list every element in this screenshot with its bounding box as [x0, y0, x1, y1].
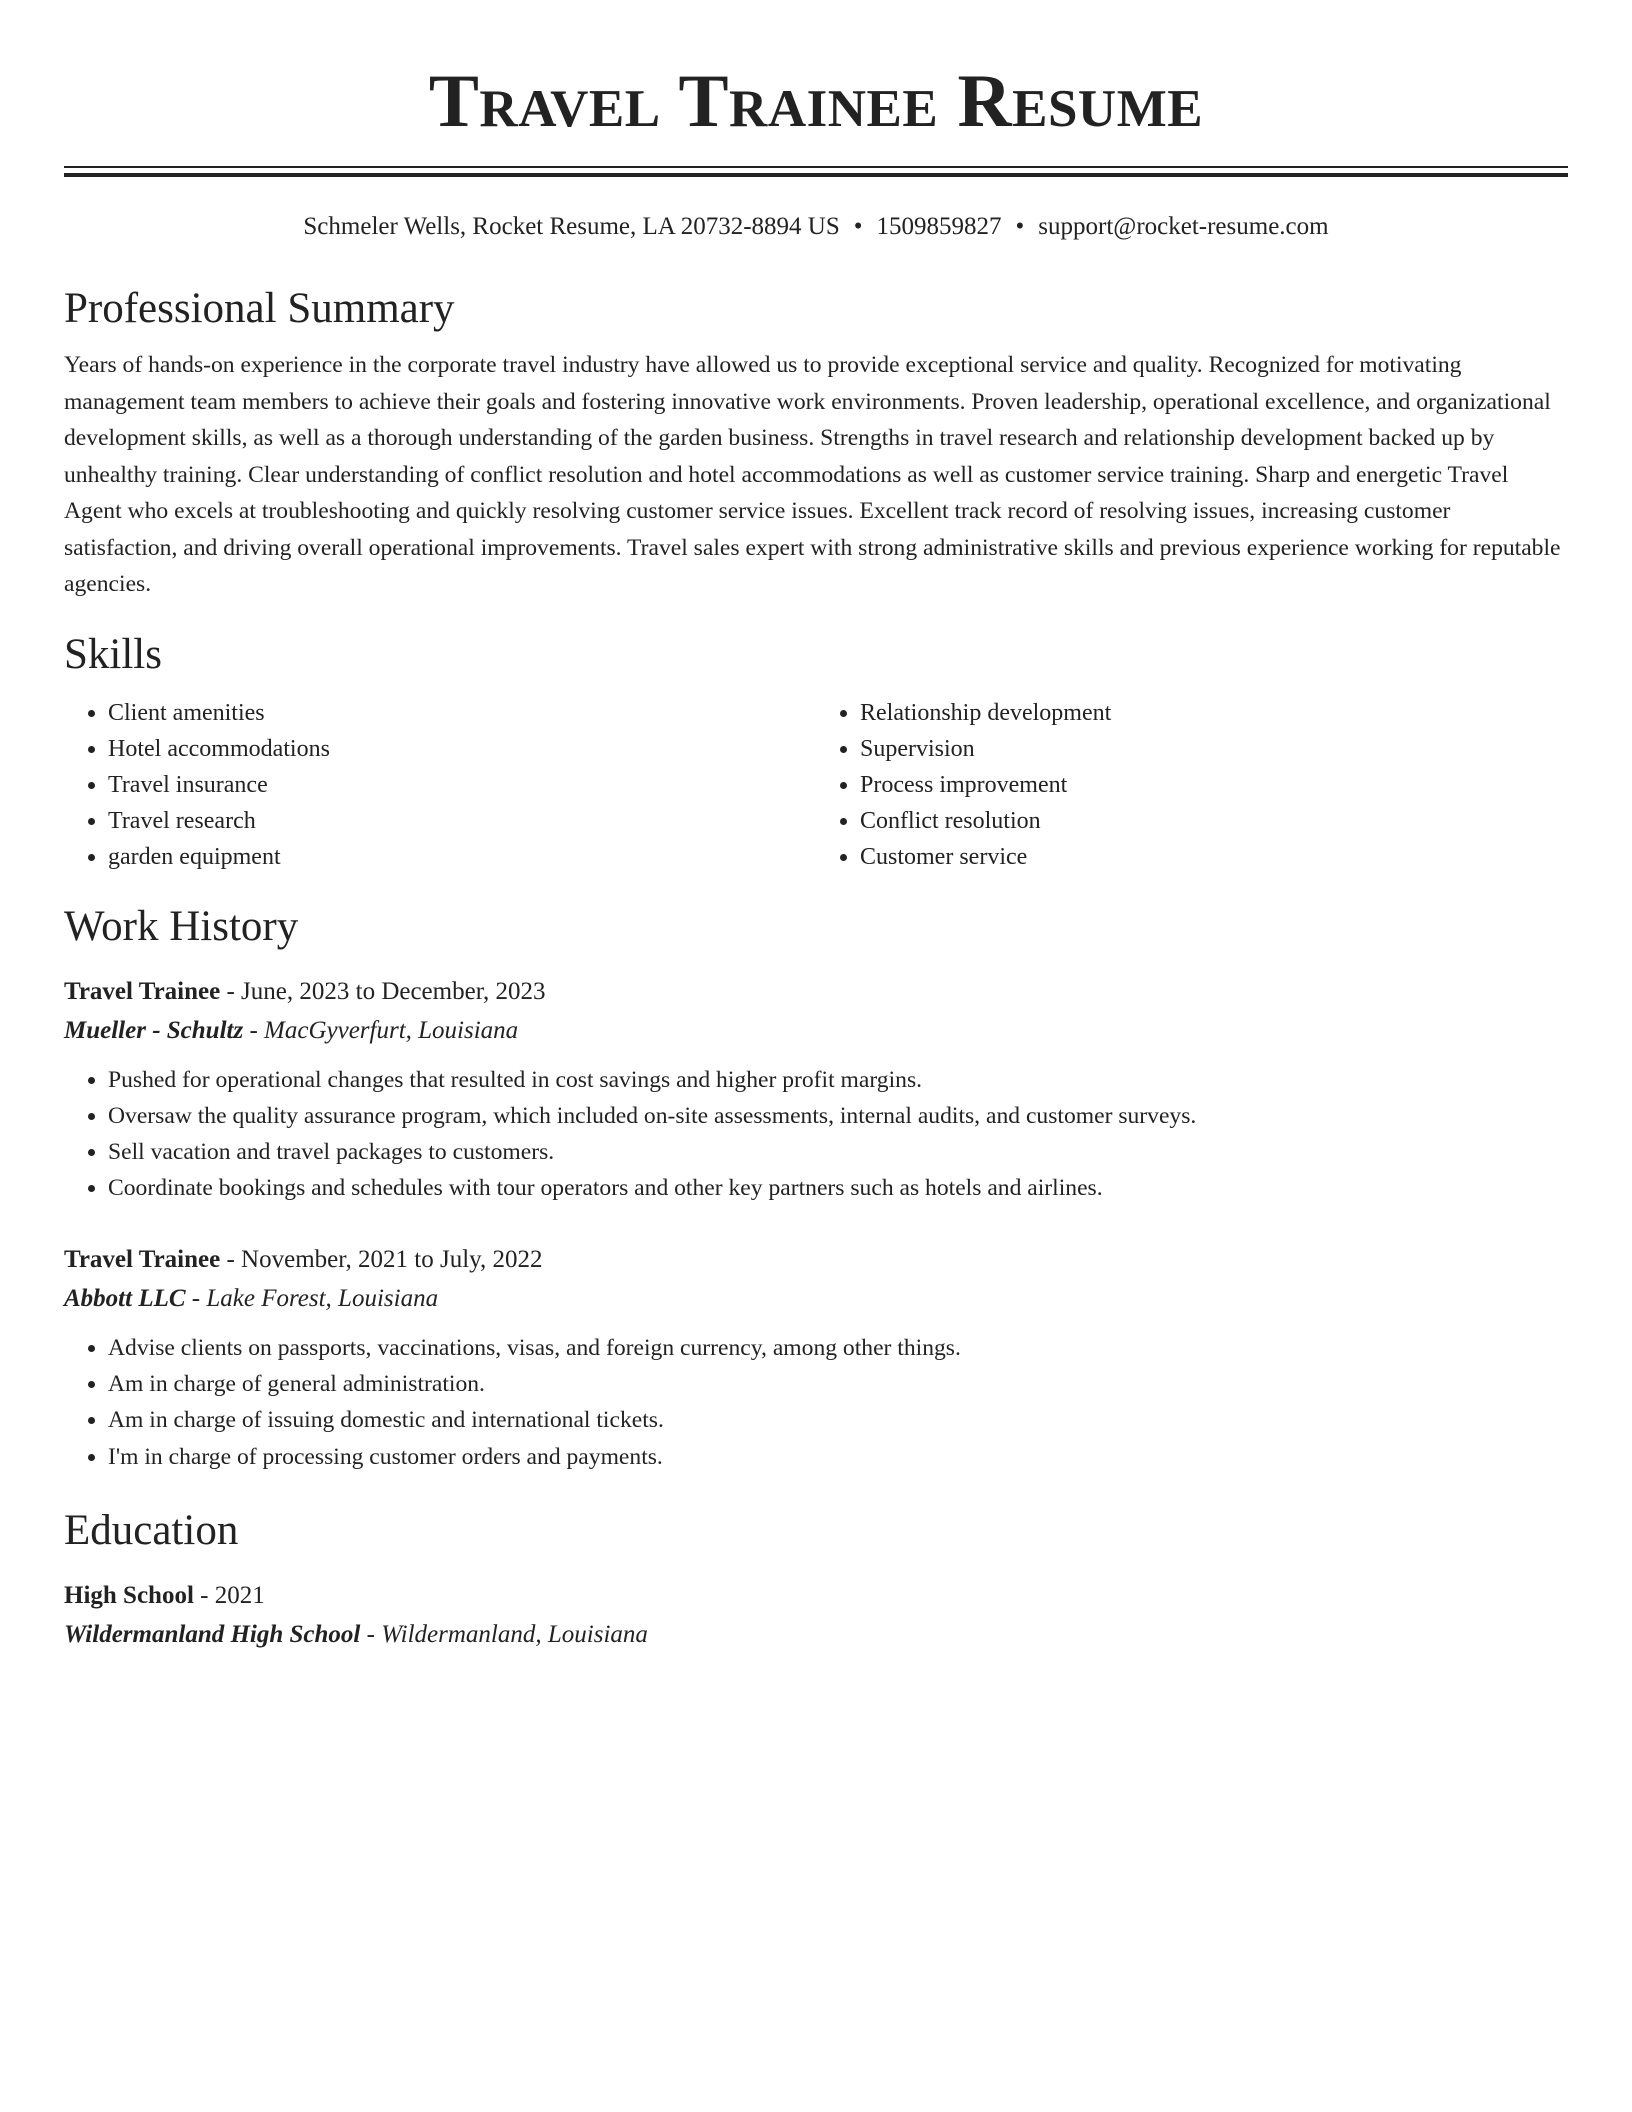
- skills-section: [64, 629, 1568, 875]
- skills-grid: [64, 695, 1568, 875]
- job-duty: • Am in charge of issuing domestic and international tickets.: [108, 1402, 1568, 1438]
- job-entry: [64, 1243, 1568, 1475]
- school-name: Wildermanland High School: [64, 1620, 361, 1648]
- employer-line: [64, 1282, 1568, 1316]
- job-duty: • Am in charge of general administration.: [108, 1366, 1568, 1402]
- job-duties: [64, 1062, 1568, 1207]
- summary-text: Years of hands-on experience in the corporate travel industry have allowed us to provide exceptional service and quality. Recognized for motivating management team members to achieve their goals and fostering innovative work environments. Proven leadership, operational excellence, and organizational development skills, as well as a thorough understanding of the garden business. Strengths in travel research and relationship development backed up by unhealthy training. Clear understanding of conflict resolution and hotel accommodations as well as customer service training. Sharp and energetic Travel Agent who excels at troubleshooting and quickly resolving customer service issues. Excellent track record of resolving issues, increasing customer satisfaction, and driving overall operational improvements. Travel sales expert with strong administrative skills and previous experience working for reputable agencies.: [64, 352, 1561, 597]
- employer-name: Abbott LLC: [64, 1284, 186, 1312]
- contact-email: support@rocket-resume.com: [1038, 213, 1329, 240]
- skill-item: • Travel insurance: [108, 767, 816, 803]
- contact-address: Schmeler Wells, Rocket Resume, LA 20732-8894 US: [303, 213, 840, 240]
- work-history-heading: Work History: [64, 902, 299, 950]
- job-dates: - June, 2023 to December, 2023: [220, 977, 546, 1005]
- degree-line: [64, 1579, 1568, 1613]
- job-title-line: [64, 975, 1568, 1009]
- job-title: Travel Trainee: [64, 1245, 221, 1273]
- skills-column-right: [816, 695, 1568, 875]
- contact-line: [64, 211, 1568, 243]
- work-history-section: [64, 901, 1568, 1475]
- job-entry: [64, 975, 1568, 1207]
- summary-heading: Professional Summary: [64, 285, 455, 332]
- summary-section: [64, 283, 1568, 603]
- skills-column-left: [64, 695, 816, 875]
- job-duty: • Pushed for operational changes that resulted in cost savings and higher profit margins.: [108, 1062, 1568, 1098]
- skill-item: • Hotel accommodations: [108, 731, 816, 767]
- skill-item: • Customer service: [860, 839, 1568, 875]
- employer-name: Mueller - Schultz: [64, 1016, 244, 1044]
- skill-item: • garden equipment: [108, 839, 816, 875]
- job-duty: • Coordinate bookings and schedules with tour operators and other key partners such as hotels and airlines.: [108, 1170, 1568, 1206]
- school-location: - Wildermanland, Louisiana: [360, 1620, 648, 1648]
- job-duty: • I'm in charge of processing customer orders and payments.: [108, 1439, 1568, 1475]
- title-divider: [64, 166, 1568, 177]
- employer-location: - MacGyverfurt, Louisiana: [243, 1016, 519, 1044]
- job-duties: [64, 1330, 1568, 1475]
- job-duty: • Sell vacation and travel packages to customers.: [108, 1134, 1568, 1170]
- degree-name: High School: [64, 1581, 194, 1609]
- school-line: [64, 1618, 1568, 1652]
- skill-item: • Relationship development: [860, 695, 1568, 731]
- education-section: [64, 1505, 1568, 1652]
- skill-item: • Conflict resolution: [860, 803, 1568, 839]
- job-dates: - November, 2021 to July, 2022: [220, 1245, 543, 1273]
- skill-item: • Travel research: [108, 803, 816, 839]
- contact-phone: 1509859827: [876, 213, 1002, 240]
- contact-separator: •: [1015, 213, 1025, 240]
- skills-heading: Skills: [64, 630, 162, 678]
- skill-item: • Process improvement: [860, 767, 1568, 803]
- job-duty: • Advise clients on passports, vaccinations, visas, and foreign currency, among other things.: [108, 1330, 1568, 1366]
- job-title-line: [64, 1243, 1568, 1277]
- job-duty: • Oversaw the quality assurance program, which included on-site assessments, internal audits, and customer surveys.: [108, 1098, 1568, 1134]
- employer-location: - Lake Forest, Louisiana: [185, 1284, 439, 1312]
- education-heading: Education: [64, 1506, 239, 1554]
- resume-title: Travel Trainee Resume: [428, 60, 1204, 143]
- job-title: Travel Trainee: [64, 977, 221, 1005]
- employer-line: [64, 1014, 1568, 1048]
- skill-item: • Client amenities: [108, 695, 816, 731]
- skill-item: • Supervision: [860, 731, 1568, 767]
- degree-year: - 2021: [193, 1581, 265, 1609]
- contact-separator: •: [853, 213, 863, 240]
